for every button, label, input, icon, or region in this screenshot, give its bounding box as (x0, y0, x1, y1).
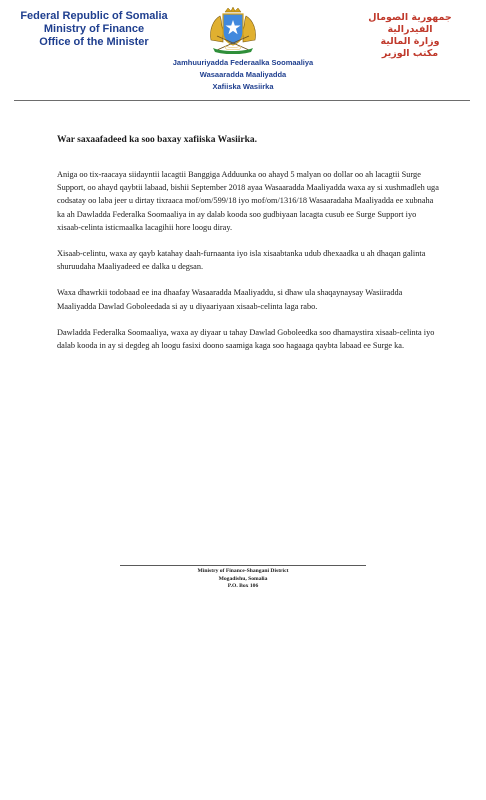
footer-line: P.O. Box 106 (227, 583, 259, 590)
header-left-english (14, 10, 174, 49)
footer-address (120, 568, 366, 591)
header-line: Xafiiska Wasiirka (212, 82, 274, 91)
header-line: جمهورية الصومال الفيدرالية (368, 12, 452, 35)
header-line: Office of the Minister (39, 36, 149, 48)
letter-body (57, 168, 441, 365)
paragraph: Dawladda Federalka Soomaaliya, waxa ay diyaar u tahay Dawlad Goboleedka soo dhamaystira xisaab-celinta iyo dalab kooda in ay si degdeg ah loogu fasixi doono saamiga kaga soo hagaaga qaybta labaad ee Surge ka. (57, 327, 435, 351)
header-line: Federal Republic of Somalia (20, 10, 168, 22)
footer-line: Ministry of Finance-Shangani District (197, 568, 289, 574)
footer-divider (120, 565, 366, 566)
header-line: وزارة المالية (380, 36, 440, 47)
header-right-arabic (350, 12, 470, 60)
header-center-somali (120, 57, 366, 93)
footer-line: Mogadishu, Somalia (218, 575, 268, 582)
header-line: Jamhuuriyadda Federaalka Soomaaliya (172, 58, 314, 67)
paragraph: Waxa dhawrkii todobaad ee ina dhaafay Wasaaradda Maaliyaddu, si dhaw ula shaqaynaysay Wasiiradda Maaliyadda Dawlad Goboleedada si ay u diyaariyaan xisaab-celinta laga rabo. (57, 288, 403, 311)
paragraph: Xisaab-celintu, waxa ay qayb katahay daah-furnaanta iyo isla xisaabtanka udub dhexaadka u ah dhaqan galinta shuruudaha Maaliyadeed ee dalka u degsan. (57, 249, 426, 272)
header-line: Wasaaradda Maaliyadda (199, 70, 287, 79)
paragraph: Aniga oo tix-raacaya siidayntii lacagtii Banggiga Adduunka oo ahayd 5 malyan oo dollar oo ah lacagtii Surge Support, oo ahayd qaybtii labaad, bishii September 2018 ayaa Wasaaradda Maaliyadda waxa ay si xushmadleh uga codsatay oo laba jeer u dirtay tixraaca mof/om/599/18 iyo mof/om/1316/18 Wasaaradaha Maaliyadda ee xubnaha ka ah Dawladda Federalka Soomaaliya in ay dalab kooda soo gudbiyaan lacagta cusub ee Surge Support iyo xisaab-celinta isticmaalka lacagihii hore loogu diray. (57, 170, 439, 232)
header-line: Ministry of Finance (43, 23, 145, 35)
header-divider (14, 100, 470, 101)
letter-title: War saxaafadeed ka soo baxay xafiiska Wasiirka. (57, 135, 257, 145)
somalia-coat-of-arms-icon (203, 6, 263, 54)
header-line: مكتب الوزير (381, 48, 439, 59)
